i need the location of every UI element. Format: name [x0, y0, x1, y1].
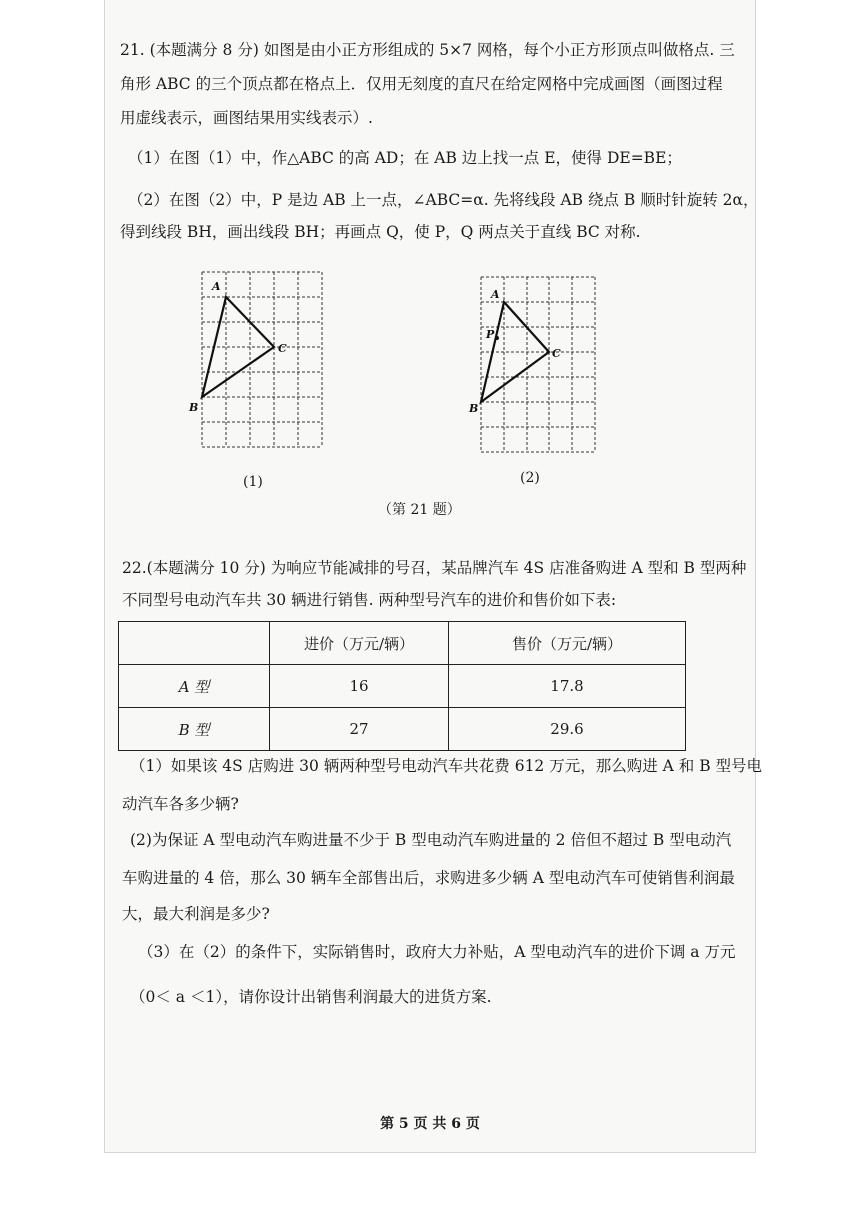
label-c: C [278, 342, 287, 355]
q22-part-2-cont: 车购进量的 4 倍，那么 30 辆车全部售出后，求购进多少辆 A 型电动汽车可使销售利润最 [122, 869, 735, 887]
label-a: A [212, 280, 221, 293]
q21-part-2-cont: 得到线段 BH，画出线段 BH；再画点 Q，使 P，Q 两点关于直线 BC 对称. [120, 223, 641, 241]
grid-lines [202, 272, 322, 447]
label-a: A [491, 288, 500, 301]
q22-part-2-cont-2: 大，最大利润是多少? [122, 905, 270, 923]
q21-part-2: （2）在图（2）中，P 是边 AB 上一点，∠ABC=α. 先将线段 AB 绕点 B 顺时针旋转 2α， [128, 191, 759, 209]
figure-1-caption: (1) [243, 474, 263, 490]
cost-cell: 16 [270, 665, 449, 708]
label-c: C [552, 347, 561, 360]
table-header-row [119, 622, 686, 665]
row-label: A 型 [119, 665, 270, 708]
table-header-price: 售价（万元/辆） [449, 622, 686, 665]
table-header-cost: 进价（万元/辆） [270, 622, 449, 665]
table-row [119, 665, 686, 708]
figure-title: （第 21 题） [378, 502, 461, 518]
label-b: B [189, 401, 199, 414]
q22-part-3-cont: （0＜ a ＜1），请你设计出销售利润最大的进货方案. [130, 988, 492, 1006]
price-cell: 29.6 [449, 708, 686, 751]
grid-lines [481, 277, 595, 452]
q22-part-2: (2)为保证 A 型电动汽车购进量不少于 B 型电动汽车购进量的 2 倍但不超过 B 型电动汽 [130, 831, 732, 849]
label-b: B [469, 402, 479, 415]
q21-part-1: （1）在图（1）中，作△ABC 的高 AD；在 AB 边上找一点 E，使得 DE=BE； [128, 149, 682, 167]
q22-intro-1: 22.(本题满分 10 分) 为响应节能减排的号召，某品牌汽车 4S 店准备购进 A 型和 B 型两种 [122, 559, 747, 577]
page-number: 第 5 页 共 6 页 [380, 1116, 480, 1132]
label-p: P [486, 328, 495, 341]
q21-line-3: 用虚线表示，画图结果用实线表示）. [120, 109, 373, 127]
price-cell: 17.8 [449, 665, 686, 708]
q22-intro-2: 不同型号电动汽车共 30 辆进行销售. 两种型号汽车的进价和售价如下表: [122, 591, 617, 609]
figure-2-caption: (2) [520, 470, 540, 486]
q21-line-1: 21. (本题满分 8 分) 如图是由小正方形组成的 5×7 网格，每个小正方形顶点叫做格点. 三 [120, 41, 735, 59]
table-row [119, 708, 686, 751]
q22-part-1: （1）如果该 4S 店购进 30 辆两种型号电动汽车共花费 612 万元，那么购进 A 和 B 型号电 [130, 757, 763, 775]
row-label: B 型 [119, 708, 270, 751]
q22-part-1-cont: 动汽车各多少辆? [122, 795, 239, 813]
cost-cell: 27 [270, 708, 449, 751]
table-header-empty [119, 622, 270, 665]
q22-part-3: （3）在（2）的条件下，实际销售时，政府大力补贴，A 型电动汽车的进价下调 a 万元 [138, 943, 736, 961]
figure-2-grid [471, 270, 611, 470]
price-table [118, 621, 686, 751]
point-p [495, 336, 499, 340]
figure-1-grid [189, 264, 335, 464]
q21-line-2: 角形 ABC 的三个顶点都在格点上．仅用无刻度的直尺在给定网格中完成画图（画图过程 [120, 75, 723, 93]
